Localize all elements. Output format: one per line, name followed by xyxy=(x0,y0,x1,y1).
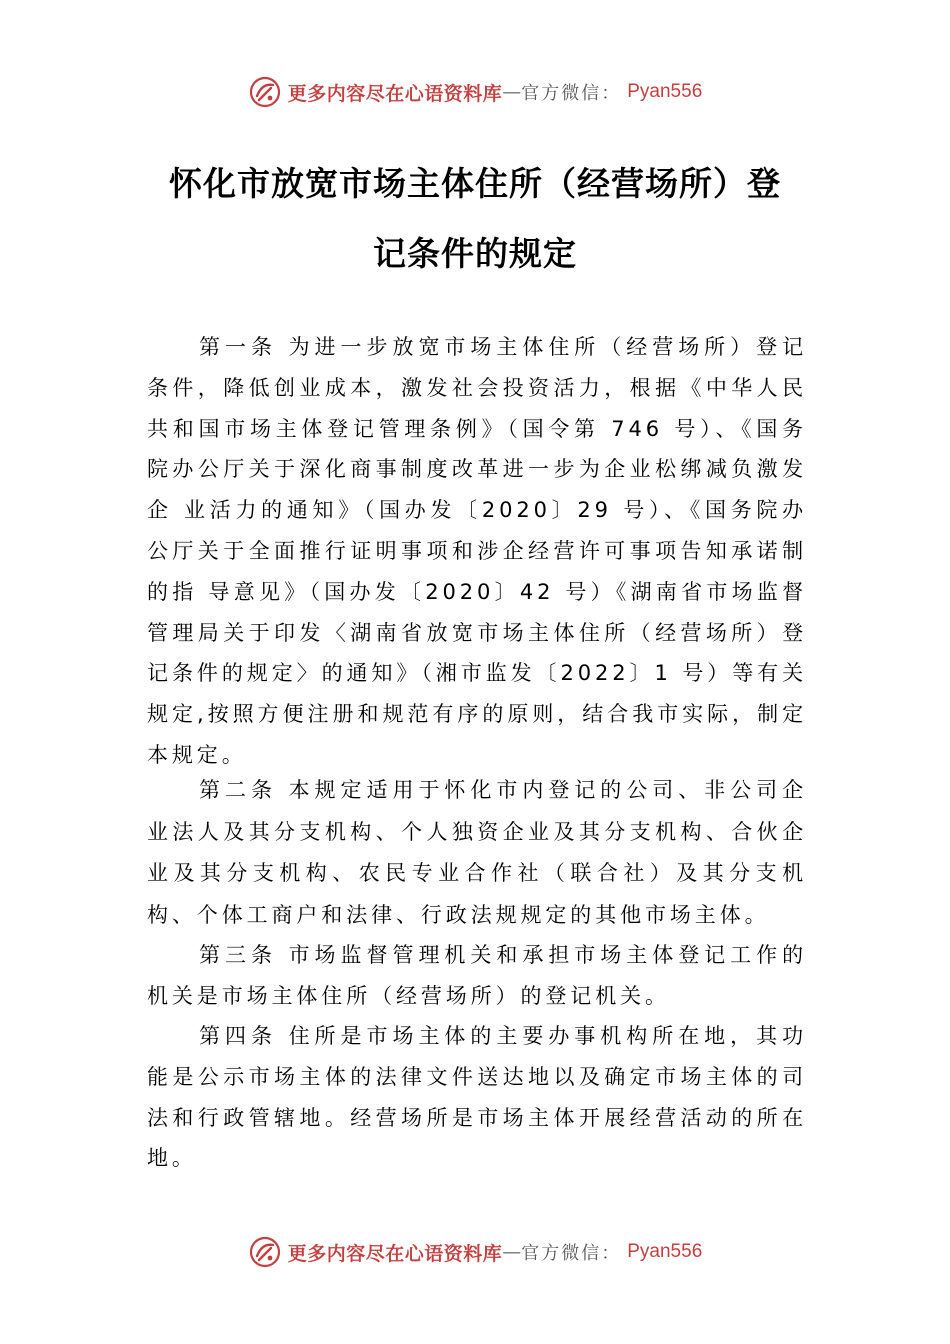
article-2-paragraph: 第二条 本规定适用于怀化市内登记的公司、非公司企业法人及其分支机构、个人独资企业及其分支机构、合伙企业及其分支机构、农民专业合作社（联合社）及其分支机构、个体工商户和法律、行政法规规定的其他市场主体。 xyxy=(147,778,807,927)
banner-wechat-label: 官方微信： xyxy=(521,1243,622,1264)
banner-wechat-label: 官方微信： xyxy=(521,83,622,104)
banner-account: Pyan556 xyxy=(627,81,703,102)
document-title-line-1: 怀化市放宽市场主体住所（经营场所）登 xyxy=(169,164,781,203)
header-watermark-banner xyxy=(0,72,950,112)
red-seal-logo-icon xyxy=(248,75,282,109)
document-title-line-2: 记条件的规定 xyxy=(373,234,577,273)
red-seal-logo-icon xyxy=(248,1235,282,1269)
article-3-paragraph: 第三条 市场监督管理机关和承担市场主体登记工作的机关是市场主体住所（经营场所）的登记机关。 xyxy=(147,943,807,1008)
banner-text: 更多内容尽在心语资料库 xyxy=(287,1242,503,1265)
banner-text: 更多内容尽在心语资料库 xyxy=(287,82,503,105)
banner-dash: — xyxy=(502,1241,522,1263)
article-4-paragraph: 第四条 住所是市场主体的主要办事机构所在地，其功能是公示市场主体的法律文件送达地以及确定市场主体的司法和行政管辖地。经营场所是市场主体开展经营活动的所在地。 xyxy=(147,1024,807,1171)
footer-watermark-banner xyxy=(0,1232,950,1272)
article-1-paragraph: 第一条 为进一步放宽市场主体住所（经营场所）登记条件，降低创业成本，激发社会投资活力，根据《中华人民共和国市场主体登记管理条例》（国令第 746 号）、《国务院办公厅关于深化商事制度改革进一步为企业松绑减负激发企 业活力的通知》（国办发〔2020〕29 号）、《国务院办公厅关于全面推行证明事项和涉企经营许可事项告知承诺制的指 导意见》（国办发〔2020〕42 号）《湖南省市场监督管理局关于印发〈湖南省放宽市场主体住所（经营场所）登记条件的规定〉的通知》（湘市监发〔2022〕1 号）等有关规定,按照方便注册和规范有序的原则，结合我市实际，制定本规定。 xyxy=(147,335,807,767)
banner-account: Pyan556 xyxy=(627,1241,703,1262)
banner-dash: — xyxy=(502,81,522,103)
